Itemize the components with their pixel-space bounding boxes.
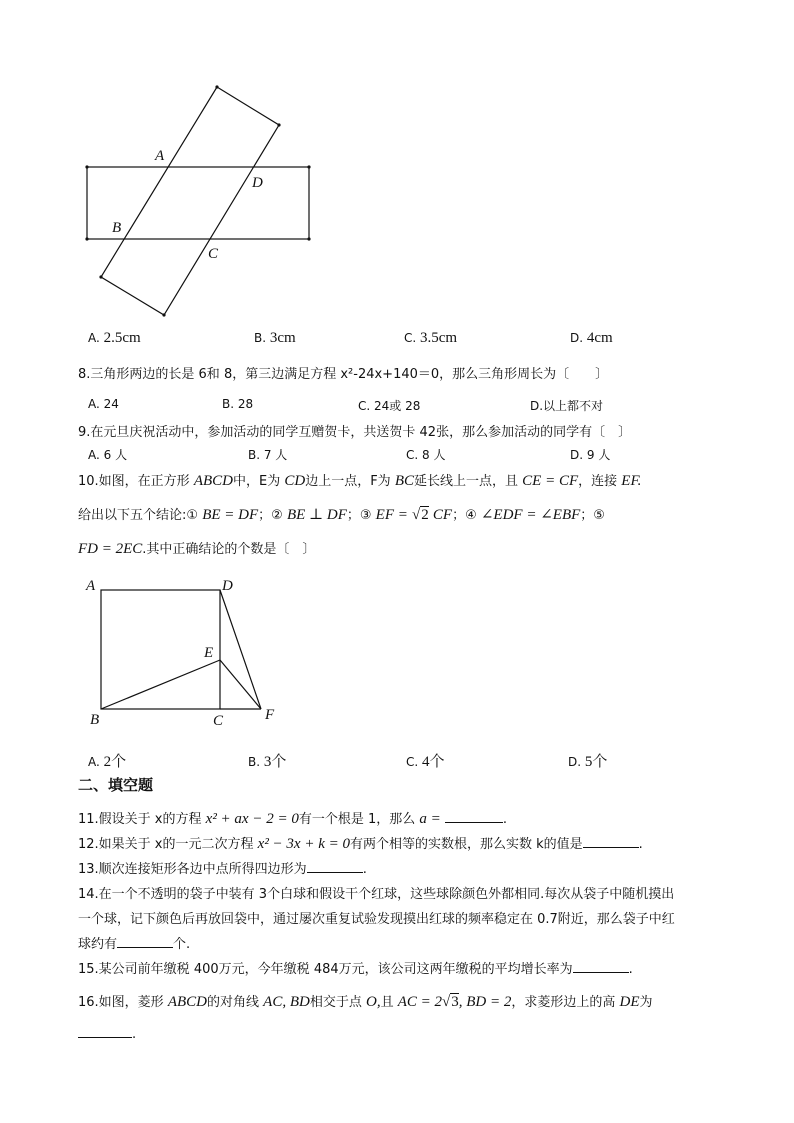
q16-answer-blank[interactable] [78,1025,132,1038]
q10-option-b: B. 3个 [248,754,287,770]
segment-BE [101,660,220,709]
label-D: D [222,578,233,594]
q10-line1: 10.如图，在正方形 ABCD中，E为 CD边上一点，F为 BC延长线上一点，且 CE = CF，连接 EF. [78,473,642,489]
q14-line1: 14.在一个不透明的袋子中装有 3个白球和假设干个红球，这些球除颜色外都相同.每次从袋子中随机摸出 [78,887,675,902]
parallelogram [101,87,279,315]
q14-line3: 球约有 个. [78,937,191,952]
label-D: D [252,175,263,191]
q7-option-c: C. 3.5cm [404,330,458,346]
q10-option-a: A. 2个 [88,754,127,770]
q10-option-c: C. 4个 [406,754,445,770]
q7-option-b: B. 3cm [254,330,296,346]
figure-square [80,572,290,732]
q8-option-a: A. 24 [88,397,119,411]
q14-answer-blank[interactable] [117,935,173,948]
q7-option-a: A. 2.5cm [88,330,141,346]
q8-stem: 8.三角形两边的长是 6和 8，第三边满足方程 x²-24x+140＝0，那么三角形周长为〔 〕 [78,367,609,382]
q11-answer-blank[interactable] [445,810,503,823]
label-F: F [265,707,275,723]
q13-answer-blank[interactable] [307,860,363,873]
q9-stem: 9.在元旦庆祝活动中，参加活动的同学互赠贺卡，共送贺卡 42张，那么参加活动的同学有〔 〕 [78,425,632,440]
q16-line2: . [78,1025,136,1042]
label-B: B [90,712,100,728]
q9-option-a: A. 6 人 [88,448,128,462]
segment-DF [220,590,261,709]
q12-answer-blank[interactable] [583,835,639,848]
q9-option-d: D. 9 人 [570,448,611,462]
q8-option-c: C. 24或 28 [358,399,421,413]
q10-line2: 给出以下五个结论:① BE = DF；② BE ⊥ DF；③ EF = √2 CF；④ ∠EDF = ∠EBF；⑤ [78,507,605,523]
label-B: B [112,220,122,236]
label-E: E [204,645,214,661]
q14-line2: 一个球，记下颜色后再放回袋中，通过屡次重复试验发现摸出红球的频率稳定在 0.7附近，那么袋子中红 [78,912,675,927]
q11: 11.假设关于 x的方程 x² + ax − 2 = 0有一个根是 1，那么 a = . [78,811,508,827]
q8-option-d: D.以上都不对 [530,399,604,413]
label-A: A [155,148,165,164]
q9-option-b: B. 7 人 [248,448,288,462]
q9-option-c: C. 8 人 [406,448,446,462]
section-title-fill-in: 二、填空题 [78,776,154,794]
q16-line1: 16.如图，菱形 ABCD的对角线 AC, BD相交于点 O,且 AC = 2√3, BD = 2，求菱形边上的高 DE为 [78,994,653,1010]
label-C: C [208,246,219,262]
segment-EF [220,660,261,709]
label-C: C [213,713,224,729]
q8-option-b: B. 28 [222,397,254,411]
q10-option-d: D. 5个 [568,754,608,770]
q13: 13.顺次连接矩形各边中点所得四边形为 . [78,862,367,877]
q7-option-d: D. 4cm [570,330,613,346]
q10-line3: FD = 2EC.其中正确结论的个数是〔 〕 [78,541,316,557]
q12: 12.如果关于 x的一元二次方程 x² − 3x + k = 0有两个相等的实数根，那么实数 k的值是 . [78,836,643,852]
q15: 15.某公司前年缴税 400万元，今年缴税 484万元，该公司这两年缴税的平均增长率为 . [78,962,633,977]
figure-rectangle-strip [80,80,330,320]
square-ABCD [101,590,220,709]
q15-answer-blank[interactable] [573,960,629,973]
label-A: A [86,578,96,594]
